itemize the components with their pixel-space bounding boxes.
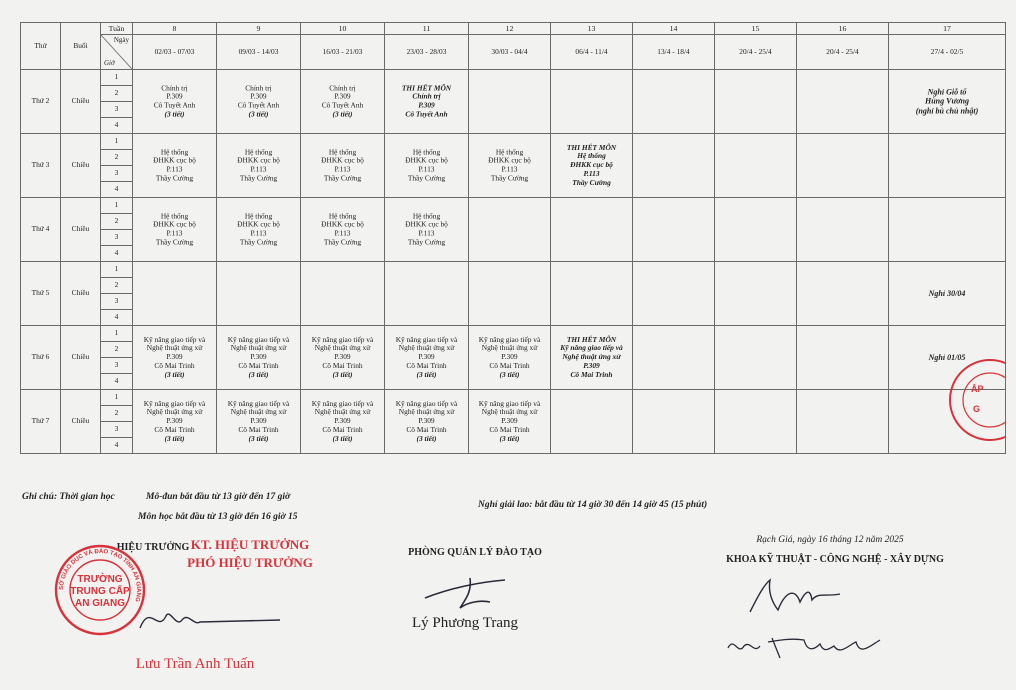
class-entry <box>469 399 550 443</box>
class-entry-line: Nghệ thuật ứng xử <box>230 343 287 353</box>
class-entry-line: Thầy Cường <box>155 237 194 247</box>
svg-text:TRUNG CẤP: TRUNG CẤP <box>70 586 130 597</box>
class-entry-line: P.113 <box>583 168 600 178</box>
vice-principal-line-1: KT. HIỆU TRƯỞNG <box>190 537 310 552</box>
schedule-cell <box>797 390 889 454</box>
week-date: 06/4 - 11/4 <box>551 35 633 70</box>
class-entry-line: Hệ thống <box>495 146 524 156</box>
schedule-cell <box>633 134 715 198</box>
class-entry-line: (3 tiết) <box>164 109 185 119</box>
class-entry <box>385 335 468 379</box>
class-entry-line: (3 tiết) <box>164 433 185 443</box>
week-date: 16/03 - 21/03 <box>301 35 385 70</box>
schedule-cell <box>301 70 385 134</box>
class-entry-line: Chính trị <box>245 82 272 92</box>
class-entry-line: P.113 <box>418 164 435 174</box>
period-number: 2 <box>101 342 133 358</box>
class-entry-line: Chính trị <box>161 82 188 92</box>
class-entry-line: Kỹ năng giao tiếp và <box>227 398 290 408</box>
period-number: 4 <box>101 118 133 134</box>
class-entry-line: P.113 <box>501 164 518 174</box>
school-stamp <box>52 542 148 638</box>
class-entry-line: Kỹ năng giao tiếp và <box>478 398 541 408</box>
class-entry-line: Nghệ thuật ứng xử <box>481 407 538 417</box>
schedule-cell <box>551 262 633 326</box>
faculty-title: KHOA KỸ THUẬT - CÔNG NGHỆ - XÂY DỰNG <box>726 554 944 565</box>
class-entry-line: Nghệ thuật ứng xử <box>230 407 287 417</box>
schedule-cell <box>633 326 715 390</box>
class-entry-line: Hệ thống <box>412 146 441 156</box>
class-entry-line: Thầy Cường <box>323 237 362 247</box>
class-entry-line: (3 tiết) <box>499 369 520 379</box>
day-label: Thứ 7 <box>21 390 61 454</box>
class-entry-line: P.113 <box>250 164 267 174</box>
period-number: 2 <box>101 214 133 230</box>
training-office-name: Lý Phương Trang <box>411 615 519 631</box>
class-entry-line: ĐHKK cục bộ <box>153 219 196 229</box>
schedule-cell <box>715 326 797 390</box>
week-number: 11 <box>385 23 469 35</box>
class-entry-line: Kỹ năng giao tiếp và <box>143 334 206 344</box>
week-date: 13/4 - 18/4 <box>633 35 715 70</box>
schedule-cell <box>385 198 469 262</box>
class-entry <box>217 212 300 248</box>
class-entry <box>217 399 300 443</box>
schedule-cell <box>217 390 301 454</box>
class-entry-line: THI HẾT MÔN <box>566 142 617 152</box>
class-entry-line: Kỹ năng giao tiếp và <box>143 398 206 408</box>
class-entry-line: P.309 <box>418 100 435 110</box>
class-entry-line: Cô Mai Trinh <box>489 424 530 434</box>
class-entry-line: Thầy Cường <box>239 173 278 183</box>
class-entry-line: P.309 <box>334 416 351 426</box>
schedule-cell <box>715 198 797 262</box>
svg-text:G: G <box>973 404 981 414</box>
period-number: 3 <box>101 422 133 438</box>
period-number: 3 <box>101 230 133 246</box>
week-date: 20/4 - 25/4 <box>715 35 797 70</box>
period-number: 2 <box>101 278 133 294</box>
class-entry-line: P.309 <box>418 352 435 362</box>
class-entry <box>469 335 550 379</box>
class-entry-line: Cô Tuyết Anh <box>405 109 448 119</box>
period-number: 4 <box>101 438 133 454</box>
schedule-cell <box>301 326 385 390</box>
schedule-cell <box>133 262 217 326</box>
schedule-cell <box>469 262 551 326</box>
class-entry-line: Cô Mai Trinh <box>406 360 447 370</box>
period-number: 1 <box>101 390 133 406</box>
class-entry-line: Cô Mai Trinh <box>154 360 195 370</box>
class-entry <box>469 148 550 184</box>
schedule-cell <box>301 390 385 454</box>
class-entry-line: P.113 <box>250 228 267 238</box>
header-tuan: Tuần <box>101 23 133 35</box>
schedule-cell <box>797 198 889 262</box>
class-entry-line: Kỹ năng giao tiếp và <box>395 398 458 408</box>
class-entry-line: ĐHKK cục bộ <box>153 155 196 165</box>
week-date: 23/03 - 28/03 <box>385 35 469 70</box>
day-label: Thứ 6 <box>21 326 61 390</box>
class-entry <box>551 143 632 187</box>
schedule-cell <box>551 390 633 454</box>
period-number: 1 <box>101 262 133 278</box>
schedule-cell <box>469 134 551 198</box>
class-entry-line: (3 tiết) <box>332 109 353 119</box>
schedule-cell <box>301 262 385 326</box>
week-date: 30/03 - 04/4 <box>469 35 551 70</box>
schedule-cell <box>133 198 217 262</box>
class-entry <box>133 335 216 379</box>
schedule-cell <box>385 70 469 134</box>
class-entry-line: Cô Mai Trinh <box>238 360 279 370</box>
svg-text:AN GIANG: AN GIANG <box>75 598 125 609</box>
schedule-cell <box>889 134 1006 198</box>
class-entry-line: Hệ thống <box>244 146 273 156</box>
week-date: 27/4 - 02/5 <box>889 35 1006 70</box>
class-entry-line: P.113 <box>418 228 435 238</box>
class-entry-line: P.113 <box>166 228 183 238</box>
period-number: 4 <box>101 374 133 390</box>
class-entry-line: Kỹ năng giao tiếp và <box>560 343 623 353</box>
class-entry-line: Kỹ năng giao tiếp và <box>395 334 458 344</box>
signature-faculty <box>740 572 850 622</box>
class-entry-line: P.309 <box>334 352 351 362</box>
class-entry-line: (3 tiết) <box>332 433 353 443</box>
class-entry-line: P.309 <box>166 352 183 362</box>
schedule-cell <box>633 70 715 134</box>
class-entry-line: Thầy Cường <box>155 173 194 183</box>
schedule-cell <box>217 198 301 262</box>
week-number: 9 <box>217 23 301 35</box>
schedule-cell <box>715 70 797 134</box>
day-label: Thứ 3 <box>21 134 61 198</box>
schedule-cell <box>469 390 551 454</box>
class-entry-line: Hệ thống <box>160 210 189 220</box>
class-entry-line: P.309 <box>418 416 435 426</box>
class-entry-line: THI HẾT MÔN <box>566 334 617 344</box>
schedule-cell <box>385 262 469 326</box>
class-entry-line: Nghệ thuật ứng xử <box>398 343 455 353</box>
day-label: Thứ 4 <box>21 198 61 262</box>
signature-principal <box>130 598 290 638</box>
class-entry-line: Cô Mai Trinh <box>238 424 279 434</box>
week-number: 16 <box>797 23 889 35</box>
class-entry-line: Nghệ thuật ứng xử <box>146 407 203 417</box>
class-entry-line: (3 tiết) <box>499 433 520 443</box>
week-date: 20/4 - 25/4 <box>797 35 889 70</box>
svg-text:SỞ GIÁO DỤC VÀ ĐÀO TẠO TỈNH AN: SỞ GIÁO DỤC VÀ ĐÀO TẠO TỈNH AN GIANG <box>58 548 142 603</box>
period-number: 4 <box>101 310 133 326</box>
period-number: 3 <box>101 294 133 310</box>
class-entry-line: Chính trị <box>412 91 441 101</box>
period-number: 1 <box>101 134 133 150</box>
header-buoi: Buổi <box>61 23 101 70</box>
class-entry <box>217 84 300 120</box>
class-entry-line: Hệ thống <box>160 146 189 156</box>
notes-module: Mô-đun bắt đầu từ 13 giờ đến 17 giờ <box>146 492 291 502</box>
vice-principal-line-2: PHÓ HIỆU TRƯỞNG <box>187 555 313 570</box>
class-entry-line: P.309 <box>334 91 351 101</box>
class-entry-line: Nghệ thuật ứng xử <box>562 352 621 362</box>
class-entry <box>889 289 1005 299</box>
principal-name: Lưu Trần Anh Tuấn <box>135 656 255 672</box>
place-date: Rạch Giá, ngày 16 tháng 12 năm 2025 <box>756 535 904 545</box>
class-entry <box>217 148 300 184</box>
schedule-cell <box>889 198 1006 262</box>
week-number: 12 <box>469 23 551 35</box>
class-entry-line: ĐHKK cục bộ <box>405 219 448 229</box>
class-entry-line: Nghệ thuật ứng xử <box>481 343 538 353</box>
class-entry-line: Cô Mai Trinh <box>322 424 363 434</box>
schedule-cell <box>469 198 551 262</box>
class-entry-line: (3 tiết) <box>248 433 269 443</box>
week-number: 17 <box>889 23 1006 35</box>
class-entry-line: Nghệ thuật ứng xử <box>398 407 455 417</box>
period-number: 1 <box>101 198 133 214</box>
class-entry-line: P.309 <box>250 91 267 101</box>
schedule-cell <box>217 134 301 198</box>
class-entry-line: Hệ thống <box>412 210 441 220</box>
class-entry-line: Cô Tuyết Anh <box>153 100 196 110</box>
class-entry <box>133 399 216 443</box>
class-entry-line: Nghệ thuật ứng xử <box>314 343 371 353</box>
week-number: 15 <box>715 23 797 35</box>
notes-break: Nghỉ giải lao: bắt đầu từ 14 giờ 30 đến 14 giờ 45 (15 phút) <box>478 500 708 510</box>
class-entry-line: (3 tiết) <box>332 369 353 379</box>
period-number: 2 <box>101 86 133 102</box>
day-label: Thứ 2 <box>21 70 61 134</box>
class-entry-line: (3 tiết) <box>248 369 269 379</box>
schedule-cell <box>469 326 551 390</box>
class-entry-line: Hệ thống <box>577 151 606 161</box>
class-entry-line: ĐHKK cục bộ <box>321 219 364 229</box>
session-label: Chiều <box>61 262 101 326</box>
class-entry-line: P.309 <box>166 416 183 426</box>
edge-stamp-partial <box>945 350 1005 450</box>
class-entry-line: Hệ thống <box>244 210 273 220</box>
class-entry-line: Cô Mai Trinh <box>489 360 530 370</box>
schedule-cell <box>385 134 469 198</box>
period-number: 2 <box>101 150 133 166</box>
schedule-cell <box>715 262 797 326</box>
class-entry-line: P.113 <box>166 164 183 174</box>
class-entry <box>133 148 216 184</box>
class-entry-line: Cô Mai Trinh <box>154 424 195 434</box>
session-label: Chiều <box>61 326 101 390</box>
schedule-cell <box>715 390 797 454</box>
class-entry-line: P.309 <box>250 416 267 426</box>
session-label: Chiều <box>61 198 101 262</box>
class-entry-line: P.309 <box>583 360 600 370</box>
schedule-cell <box>133 70 217 134</box>
class-entry <box>551 335 632 379</box>
class-entry-line: Kỹ năng giao tiếp và <box>227 334 290 344</box>
schedule-cell <box>217 326 301 390</box>
week-date: 09/03 - 14/03 <box>217 35 301 70</box>
class-entry <box>301 335 384 379</box>
schedule-cell <box>217 262 301 326</box>
week-number: 8 <box>133 23 217 35</box>
schedule-cell <box>633 198 715 262</box>
class-entry <box>133 84 216 120</box>
day-label: Thứ 5 <box>21 262 61 326</box>
class-entry-line: P.309 <box>501 416 518 426</box>
period-number: 4 <box>101 182 133 198</box>
class-entry-line: P.309 <box>501 352 518 362</box>
period-number: 1 <box>101 326 133 342</box>
class-entry <box>217 335 300 379</box>
class-entry <box>133 212 216 248</box>
period-number: 3 <box>101 358 133 374</box>
class-entry-line: (3 tiết) <box>416 369 437 379</box>
class-entry-line: Hệ thống <box>328 146 357 156</box>
schedule-cell <box>715 134 797 198</box>
class-entry-line: Cô Tuyết Anh <box>321 100 364 110</box>
class-entry-line: ĐHKK cục bộ <box>321 155 364 165</box>
class-entry-line: Nghỉ 01/05 <box>928 352 966 362</box>
class-entry-line: Thầy Cường <box>239 237 278 247</box>
schedule-cell <box>889 262 1006 326</box>
schedule-cell <box>551 326 633 390</box>
signature-training-office <box>410 570 530 615</box>
class-entry <box>385 399 468 443</box>
schedule-table <box>20 22 1006 454</box>
schedule-cell <box>551 198 633 262</box>
class-entry <box>889 87 1005 116</box>
schedule-cell <box>133 134 217 198</box>
session-label: Chiều <box>61 390 101 454</box>
class-entry-line: P.309 <box>250 352 267 362</box>
class-entry-line: ĐHKK cục bộ <box>237 155 280 165</box>
class-entry-line: (nghỉ bù chủ nhật) <box>915 106 979 116</box>
schedule-cell <box>797 70 889 134</box>
class-entry-line: ĐHKK cục bộ <box>405 155 448 165</box>
schedule-cell <box>797 134 889 198</box>
header-ngay: Ngày <box>113 36 129 44</box>
header-gio: Giờ <box>104 58 115 67</box>
class-entry-line: Chính trị <box>329 82 356 92</box>
class-entry-line: P.309 <box>166 91 183 101</box>
week-date: 02/03 - 07/03 <box>133 35 217 70</box>
period-number: 4 <box>101 246 133 262</box>
class-entry-line: ĐHKK cục bộ <box>570 160 613 170</box>
class-entry <box>385 148 468 184</box>
class-entry <box>301 84 384 120</box>
class-entry-line: Thầy Cường <box>572 177 611 187</box>
class-entry-line: Nghỉ Giỗ tổ <box>927 87 967 97</box>
class-entry <box>385 84 468 120</box>
training-office-title: PHÒNG QUẢN LÝ ĐÀO TẠO <box>408 547 542 558</box>
schedule-cell <box>551 134 633 198</box>
class-entry-line: Kỹ năng giao tiếp và <box>311 398 374 408</box>
class-entry-line: Cô Mai Trinh <box>322 360 363 370</box>
schedule-cell <box>301 198 385 262</box>
schedule-cell <box>385 326 469 390</box>
class-entry-line: P.113 <box>334 164 351 174</box>
class-entry-line: ĐHKK cục bộ <box>237 219 280 229</box>
class-entry-line: Cô Mai Trinh <box>570 369 613 379</box>
class-entry-line: Nghệ thuật ứng xử <box>314 407 371 417</box>
week-number: 10 <box>301 23 385 35</box>
schedule-cell <box>633 390 715 454</box>
schedule-cell <box>301 134 385 198</box>
week-number: 13 <box>551 23 633 35</box>
period-number: 3 <box>101 166 133 182</box>
class-entry <box>385 212 468 248</box>
schedule-cell <box>385 390 469 454</box>
class-entry-line: Kỹ năng giao tiếp và <box>311 334 374 344</box>
class-entry-line: Nghỉ 30/04 <box>928 288 966 298</box>
class-entry-line: P.113 <box>334 228 351 238</box>
schedule-cell <box>797 326 889 390</box>
class-entry-line: Nghệ thuật ứng xử <box>146 343 203 353</box>
class-entry-line: (3 tiết) <box>164 369 185 379</box>
schedule-cell <box>133 390 217 454</box>
notes-subject: Môn học bắt đầu từ 13 giờ đến 16 giờ 15 <box>138 512 298 522</box>
signature-faculty-name-handwritten <box>720 626 890 666</box>
week-number: 14 <box>633 23 715 35</box>
class-entry-line: Thầy Cường <box>490 173 529 183</box>
principal-title: HIỆU TRƯỞNG <box>116 542 190 553</box>
class-entry-line: (3 tiết) <box>248 109 269 119</box>
class-entry-line: THI HẾT MÔN <box>401 82 452 92</box>
class-entry-line: Thầy Cường <box>323 173 362 183</box>
schedule-cell <box>797 262 889 326</box>
class-entry <box>301 148 384 184</box>
session-label: Chiều <box>61 70 101 134</box>
header-thu: Thứ <box>21 23 61 70</box>
period-number: 2 <box>101 406 133 422</box>
class-entry <box>301 399 384 443</box>
class-entry-line: Hệ thống <box>328 210 357 220</box>
schedule-cell <box>889 70 1006 134</box>
period-number: 3 <box>101 102 133 118</box>
schedule-cell <box>133 326 217 390</box>
class-entry-line: ĐHKK cục bộ <box>488 155 531 165</box>
class-entry-line: Kỹ năng giao tiếp và <box>478 334 541 344</box>
class-entry-line: Thầy Cường <box>407 237 446 247</box>
class-entry-line: Cô Mai Trinh <box>406 424 447 434</box>
class-entry <box>301 212 384 248</box>
session-label: Chiều <box>61 134 101 198</box>
schedule-cell <box>633 262 715 326</box>
class-entry-line: Cô Tuyết Anh <box>237 100 280 110</box>
notes-label: Ghi chú: Thời gian học <box>22 492 115 502</box>
schedule-cell <box>469 70 551 134</box>
schedule-cell <box>551 70 633 134</box>
schedule-cell <box>217 70 301 134</box>
class-entry-line: Thầy Cường <box>407 173 446 183</box>
period-number: 1 <box>101 70 133 86</box>
svg-text:TRƯỜNG: TRƯỜNG <box>77 574 123 585</box>
class-entry-line: Hùng Vương <box>925 96 969 106</box>
class-entry-line: (3 tiết) <box>416 433 437 443</box>
svg-text:ẤP: ẤP <box>971 384 984 394</box>
header-ngay-gio <box>101 35 133 70</box>
